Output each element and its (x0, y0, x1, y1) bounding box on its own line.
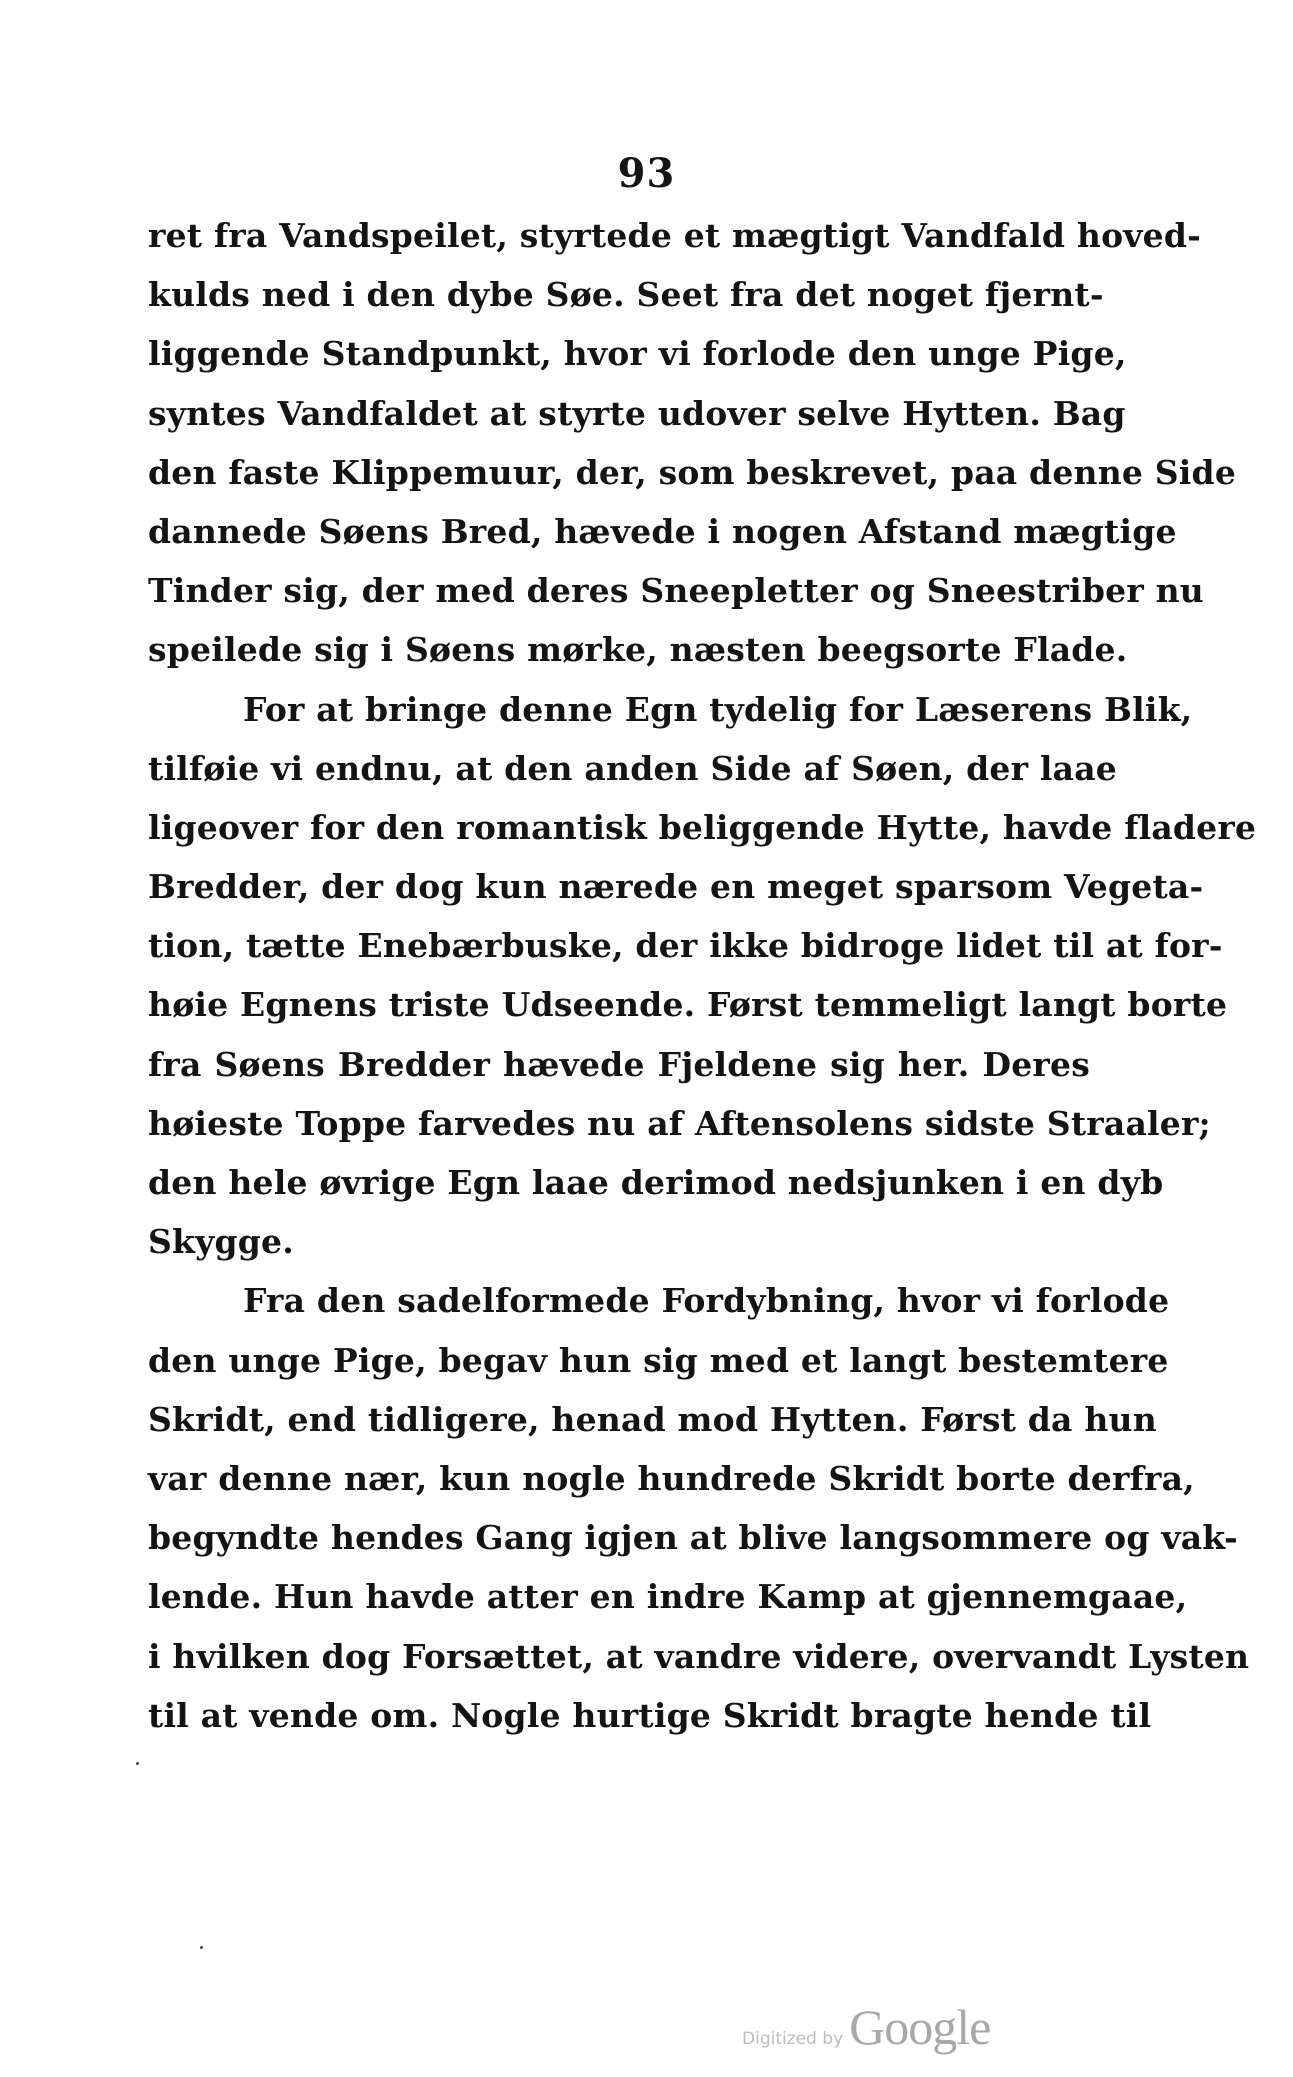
text-line: høieste Toppe farvedes nu af Aftensolens sidste Straaler; (148, 1103, 1211, 1143)
watermark-prefix: Digitized by (742, 2029, 844, 2049)
text-line: i hvilken dog Forsættet, at vandre videre, overvandt Lysten (148, 1636, 1250, 1676)
text-line: den hele øvrige Egn laae derimod nedsjunken i en dyb (148, 1163, 1164, 1202)
text-line: Fra den sadelformede Fordybning, hvor vi forlode (243, 1281, 1170, 1321)
text-line: fra Søens Bredder hævede Fjeldene sig her. Deres (148, 1044, 1090, 1084)
text-line: dannede Søens Bred, hævede i nogen Afstand mægtige (148, 511, 1177, 551)
print-speck (200, 1946, 203, 1949)
text-line: begyndte hendes Gang igjen at blive langsommere og vak- (148, 1518, 1238, 1558)
digitized-by-google-watermark (742, 1998, 990, 2058)
text-line: For at bringe denne Egn tydelig for Læserens Blik, (243, 689, 1193, 729)
text-line: lende. Hun havde atter en indre Kamp at gjennemgaae, (148, 1577, 1188, 1617)
text-line: Tinder sig, der med deres Sneepletter og Sneestriber nu (148, 571, 1204, 611)
text-line: den faste Klippemuur, der, som beskrevet, paa denne Side (148, 452, 1237, 492)
google-logo: Google (849, 1999, 991, 2055)
text-line: tilføie vi endnu, at den anden Side af Søen, der laae (148, 748, 1118, 788)
text-line: tion, tætte Enebærbuske, der ikke bidroge lidet til at for- (148, 926, 1223, 966)
text-line: høie Egnens triste Udseende. Først temmeligt langt borte (148, 985, 1228, 1025)
page-number: 93 (617, 150, 676, 197)
body-text (148, 206, 1257, 1745)
text-line: syntes Vandfaldet at styrte udover selve Hytten. Bag (148, 393, 1126, 433)
text-line: Skridt, end tidligere, henad mod Hytten. Først da hun (148, 1399, 1157, 1439)
text-line: den unge Pige, begav hun sig med et langt bestemtere (148, 1340, 1169, 1380)
text-line: kulds ned i den dybe Søe. Seet fra det noget fjernt- (148, 275, 1104, 315)
text-line: Skygge. (148, 1222, 294, 1262)
text-line: til at vende om. Nogle hurtige Skridt bragte hende til (148, 1695, 1152, 1735)
print-speck (136, 1762, 139, 1765)
text-line: ligeover for den romantisk beliggende Hytte, havde fladere (148, 807, 1257, 847)
text-line: var denne nær, kun nogle hundrede Skridt borte derfra, (148, 1458, 1195, 1498)
text-line: ret fra Vandspeilet, styrtede et mægtigt Vandfald hoved- (148, 216, 1202, 255)
text-line: Bredder, der dog kun nærede en meget sparsom Vegeta- (148, 867, 1204, 907)
text-line: liggende Standpunkt, hvor vi forlode den unge Pige, (148, 334, 1127, 374)
text-line: speilede sig i Søens mørke, næsten beegsorte Flade. (148, 630, 1128, 670)
